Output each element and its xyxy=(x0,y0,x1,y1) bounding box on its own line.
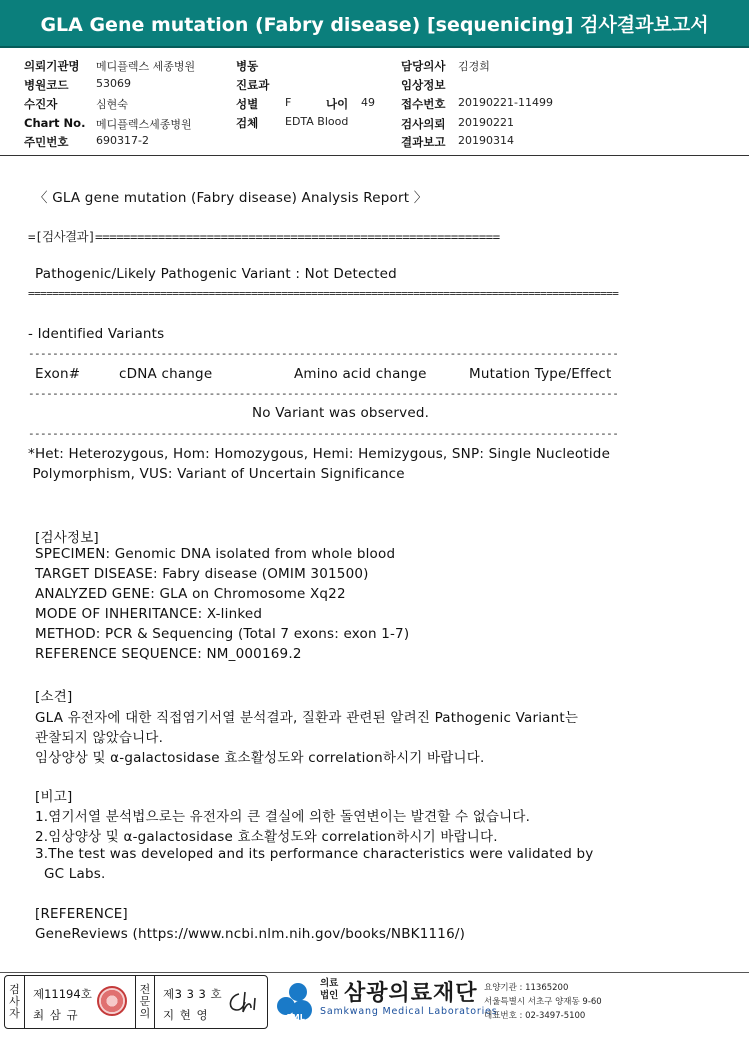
remark-line: 3.The test was developed and its performance characteristics were validated by xyxy=(35,846,594,862)
double-rule: ================================================================================================== xyxy=(28,287,619,300)
report-heading: 〈 GLA gene mutation (Fabry disease) Analysis Report 〉 xyxy=(34,190,428,206)
opinion-line: 관찰되지 않았습니다. xyxy=(35,730,164,746)
sex-value: F xyxy=(285,96,292,109)
opinion-section-title: [소견] xyxy=(35,689,73,705)
org-tag: 의료 법인 xyxy=(320,978,339,1001)
info-section-title: [검사정보] xyxy=(35,530,99,546)
table-bottom-rule: -------------------------------------------------------------------------------------------------- xyxy=(28,427,619,440)
examiner-name: 최 삼 규 xyxy=(33,1008,79,1022)
signature-icon xyxy=(225,988,261,1016)
org-name: 삼광의료재단 xyxy=(344,981,478,1006)
examiner-seal-icon xyxy=(97,986,127,1016)
sex-label: 성별 xyxy=(236,97,259,111)
col-header-mutation: Mutation Type/Effect xyxy=(469,366,612,382)
receipt-label: 접수번호 xyxy=(401,97,446,111)
specimen-label: 검체 xyxy=(236,116,259,130)
info-line: ANALYZED GENE: GLA on Chromosome Xq22 xyxy=(35,586,346,602)
chart-value: 메디플렉스세종병원 xyxy=(96,118,192,131)
header-divider xyxy=(0,155,749,156)
remark-section-title: [비고] xyxy=(35,789,73,805)
org-english-name: Samkwang Medical Laboratories xyxy=(320,1006,498,1017)
logo-text: SML xyxy=(286,1013,305,1022)
remark-line: 2.임상양상 및 α-galactosidase 효소활성도와 correlation하시기 바랍니다. xyxy=(35,829,498,845)
identified-variants-heading: - Identified Variants xyxy=(28,326,165,342)
info-line: TARGET DISEASE: Fabry disease (OMIM 301500) xyxy=(35,566,369,582)
org-phone: 대표번호 : 02-3497-5100 xyxy=(484,1011,586,1021)
opinion-line: GLA 유전자에 대한 직접염기서열 분석결과, 질환과 관련된 알려진 Pathogenic Variant는 xyxy=(35,710,579,726)
request-label: 검사의뢰 xyxy=(401,117,446,131)
reference-link: GeneReviews (https://www.ncbi.nlm.nih.gov/books/NBK1116/) xyxy=(35,926,466,942)
remark-line: 1.염기서열 분석법으로는 유전자의 큰 결실에 의한 돌연변이는 발견할 수 없습니다. xyxy=(35,809,531,825)
footnote-line-2: Polymorphism, VUS: Variant of Uncertain Significance xyxy=(28,466,405,482)
signature-box xyxy=(4,975,268,1029)
institution-value: 메디플렉스 세종병원 xyxy=(96,60,196,73)
report-date-label: 결과보고 xyxy=(401,135,446,149)
remark-line: GC Labs. xyxy=(35,866,106,882)
request-value: 20190221 xyxy=(458,116,514,129)
reference-section-title: [REFERENCE] xyxy=(35,906,128,922)
no-variant-message: No Variant was observed. xyxy=(252,405,430,421)
chart-label: Chart No. xyxy=(24,116,86,130)
patient-info xyxy=(0,56,749,156)
doctor-value: 김경희 xyxy=(458,60,490,73)
signature-footer xyxy=(0,972,749,1040)
resident-label: 주민번호 xyxy=(24,135,69,149)
table-top-rule: -------------------------------------------------------------------------------------------------- xyxy=(28,347,619,360)
report-title: GLA Gene mutation (Fabry disease) [sequenicing] 검사결과보고서 xyxy=(0,0,749,48)
info-line: SPECIMEN: Genomic DNA isolated from whole blood xyxy=(35,546,396,562)
resident-value: 690317-2 xyxy=(96,134,149,147)
col-header-amino: Amino acid change xyxy=(294,366,427,382)
footer-divider xyxy=(0,972,749,973)
examiner-label: 검 사 자 xyxy=(5,976,25,1028)
clinical-label: 임상정보 xyxy=(401,78,446,92)
footnote-line-1: *Het: Heterozygous, Hom: Homozygous, Hemi: Hemizygous, SNP: Single Nucleotide xyxy=(28,446,611,462)
age-value: 49 xyxy=(361,96,375,109)
info-line: METHOD: PCR & Sequencing (Total 7 exons: exon 1-7) xyxy=(35,626,410,642)
hospital-code-label: 병원코드 xyxy=(24,78,69,92)
dept-label: 진료과 xyxy=(236,78,270,92)
result-section-header: =[검사결과]========================================================== xyxy=(28,229,500,244)
specialist-name: 지 현 영 xyxy=(163,1008,209,1022)
doctor-label: 담당의사 xyxy=(401,59,446,73)
specimen-value: EDTA Blood xyxy=(285,115,349,128)
age-label: 나이 xyxy=(326,97,349,111)
col-header-cdna: cDNA change xyxy=(119,366,213,382)
examiner-license: 제11194호 xyxy=(33,987,92,1001)
org-code: 요양기관 : 11365200 xyxy=(484,983,569,993)
info-line: REFERENCE SEQUENCE: NM_000169.2 xyxy=(35,646,302,662)
hospital-code-value: 53069 xyxy=(96,77,131,90)
opinion-line: 임상양상 및 α-galactosidase 효소활성도와 correlation하시기 바랍니다. xyxy=(35,750,485,766)
specialist-license: 제3 3 3 호 xyxy=(163,987,223,1001)
institution-label: 의뢰기관명 xyxy=(24,59,80,73)
sml-logo-icon xyxy=(272,978,318,1024)
result-summary: Pathogenic/Likely Pathogenic Variant : Not Detected xyxy=(35,266,397,282)
table-header-rule: -------------------------------------------------------------------------------------------------- xyxy=(28,387,619,400)
report-date-value: 20190314 xyxy=(458,134,514,147)
specialist-label: 전 문 의 xyxy=(135,976,155,1028)
ward-label: 병동 xyxy=(236,59,259,73)
info-line: MODE OF INHERITANCE: X-linked xyxy=(35,606,263,622)
patient-label: 수진자 xyxy=(24,97,58,111)
receipt-value: 20190221-11499 xyxy=(458,96,553,109)
patient-value: 심현숙 xyxy=(96,98,128,111)
org-address: 서울특별시 서초구 양재동 9-60 xyxy=(484,997,602,1007)
col-header-exon: Exon# xyxy=(35,366,81,382)
